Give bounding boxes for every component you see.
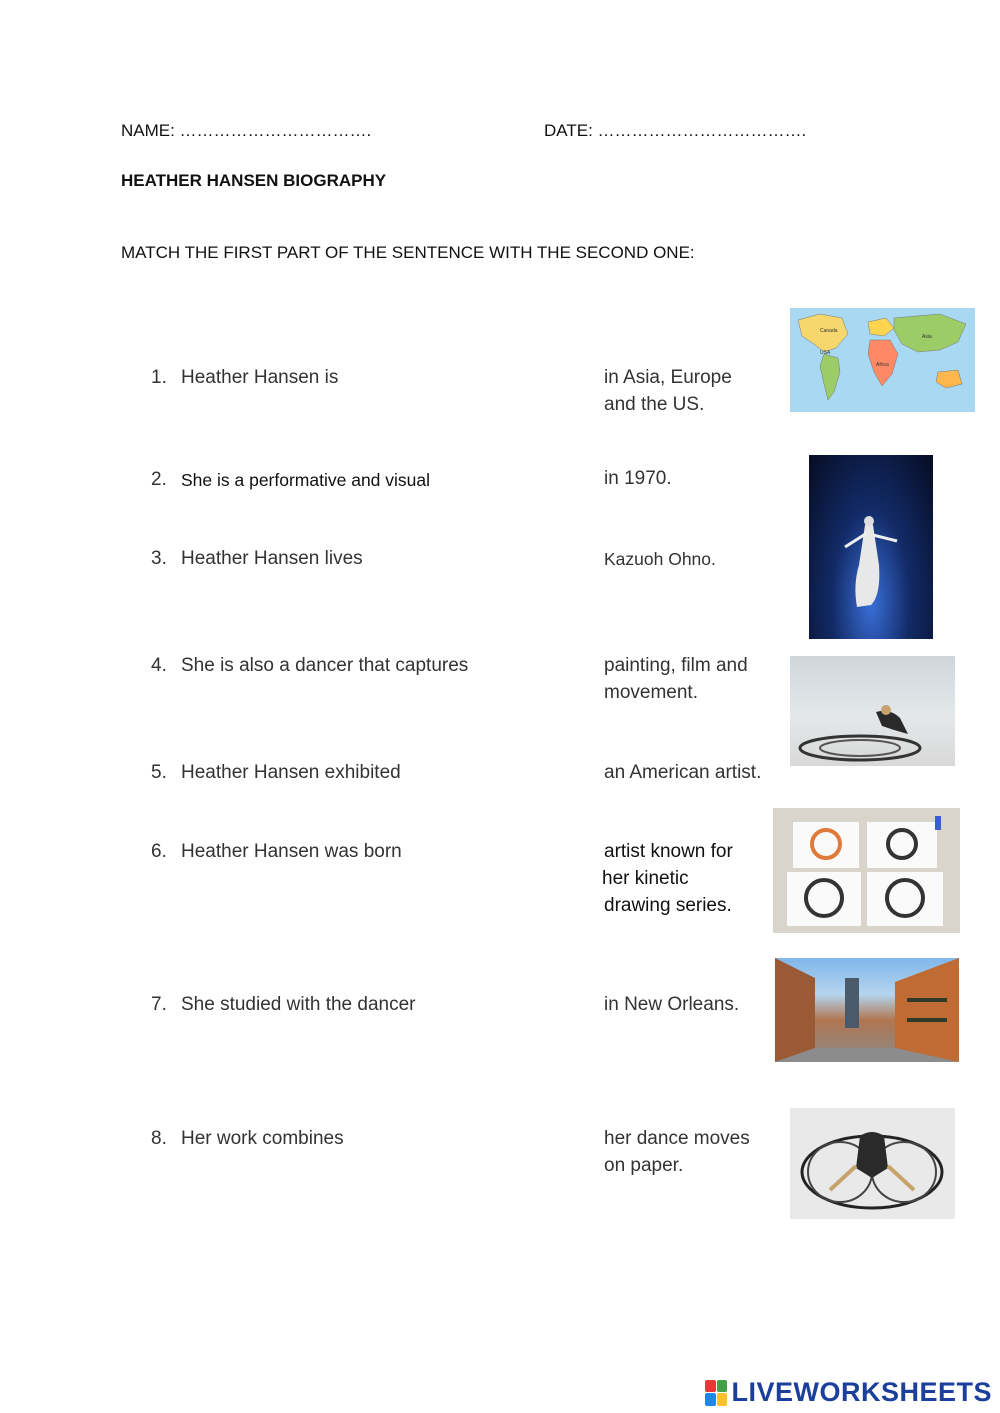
svg-text:Asia: Asia [922, 334, 932, 340]
instructions: MATCH THE FIRST PART OF THE SENTENCE WITH THE SECOND ONE: [121, 243, 695, 262]
sentence-start[interactable]: She studied with the dancer [181, 994, 416, 1015]
worksheet-title: HEATHER HANSEN BIOGRAPHY [121, 171, 387, 190]
sentence-start[interactable]: Her work combines [181, 1128, 344, 1149]
sentence-ending[interactable]: in 1970. [604, 468, 672, 489]
liveworksheets-logo [705, 1377, 992, 1408]
sentence-ending[interactable]: an American artist. [604, 762, 762, 783]
liveworksheets-mark-icon [705, 1380, 727, 1406]
item-number: 7. [151, 994, 167, 1015]
logo-text: LIVEWORKSHEETS [731, 1377, 992, 1407]
sentence-start[interactable]: Heather Hansen lives [181, 548, 363, 569]
dancer-drawing-on-floor-photo [790, 656, 955, 766]
sentence-ending[interactable]: in Asia, Europe and the US. [604, 367, 732, 415]
sentence-ending[interactable]: her dance moves on paper. [604, 1128, 750, 1176]
sentence-ending[interactable]: in New Orleans. [604, 994, 740, 1015]
world-map-image [790, 308, 975, 412]
svg-text:Canada: Canada [820, 328, 838, 334]
sentence-ending[interactable]: artist known for her kinetic drawing series. [602, 841, 733, 916]
name-field-label: NAME: ……………………………. [121, 121, 372, 140]
svg-text:Africa: Africa [876, 362, 889, 368]
item-number: 2. [151, 469, 167, 490]
item-number: 4. [151, 655, 167, 676]
item-number: 8. [151, 1128, 167, 1149]
date-field-label: DATE: ………………………………. [544, 121, 807, 140]
sentence-ending[interactable]: Kazuoh Ohno. [604, 549, 716, 569]
sentence-start[interactable]: Heather Hansen is [181, 367, 339, 388]
sentence-start[interactable]: She is a performative and visual [181, 470, 431, 490]
item-number: 6. [151, 841, 167, 862]
sentence-start[interactable]: Heather Hansen exhibited [181, 762, 401, 783]
item-number: 3. [151, 548, 167, 569]
dancer-kinetic-drawing-photo [790, 1108, 955, 1219]
svg-text:USA: USA [820, 350, 831, 356]
sentence-start[interactable]: Heather Hansen was born [181, 841, 402, 862]
dancer-on-stage-photo [809, 455, 933, 639]
sentence-start[interactable]: She is also a dancer that captures [181, 655, 469, 676]
sentence-ending[interactable]: painting, film and movement. [604, 655, 748, 703]
charcoal-drawings-gallery-photo [773, 808, 960, 933]
item-number: 5. [151, 762, 167, 783]
new-orleans-street-photo [775, 958, 959, 1062]
item-number: 1. [151, 367, 167, 388]
